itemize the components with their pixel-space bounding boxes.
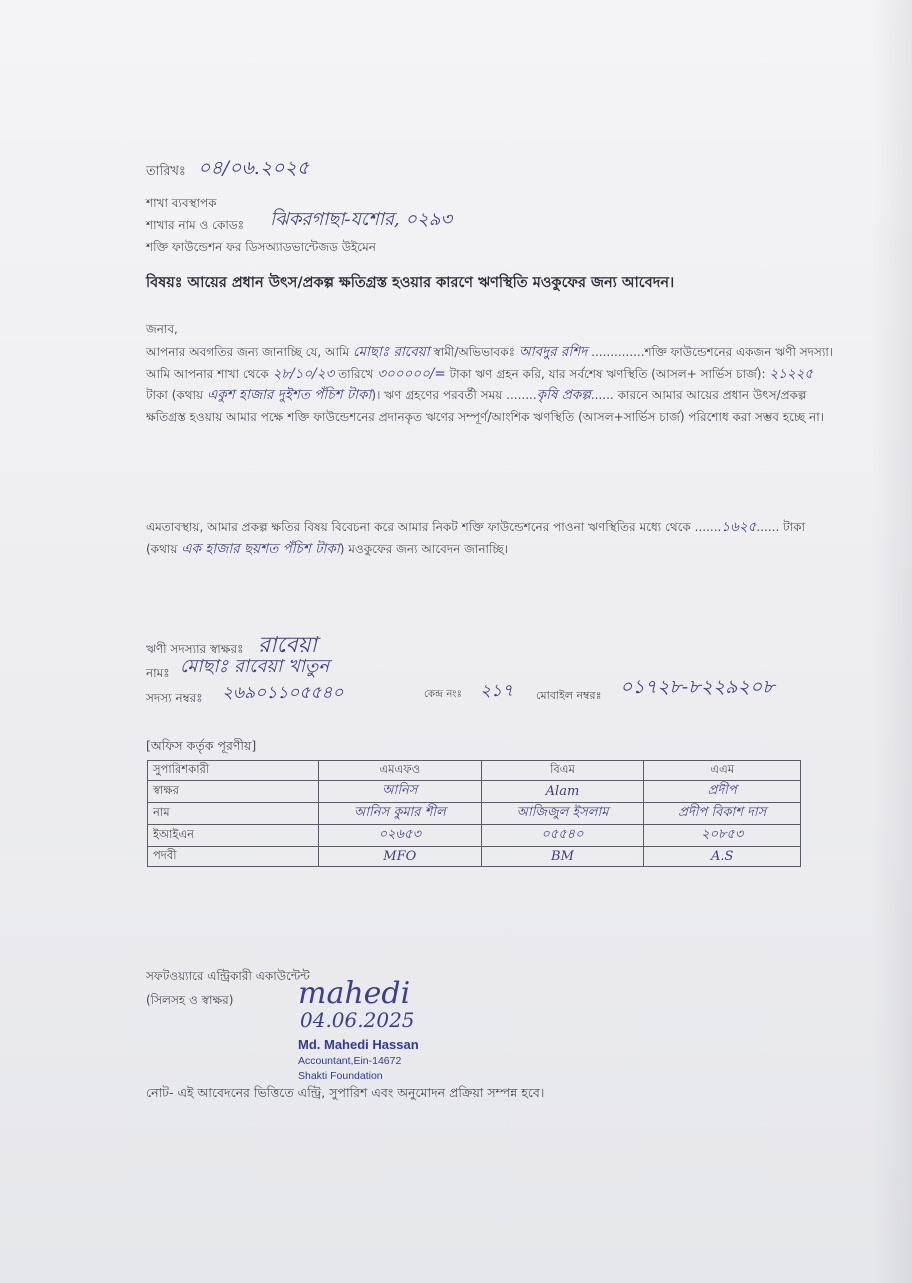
date-value: ০৪/০৬.২০২৫ bbox=[198, 157, 310, 179]
table-row bbox=[148, 825, 801, 847]
accountant-signature-date: 04.06.2025 bbox=[300, 1008, 415, 1032]
member-signature: রাবেয়া bbox=[258, 633, 317, 658]
row-label: পদবী bbox=[148, 847, 319, 867]
member-id: ২৬৯০১১০৫৫৪০ bbox=[222, 683, 344, 703]
guardian-name-fill: আবদুর রশিদ bbox=[518, 344, 588, 360]
accountant-seal-label: (সিলসহ ও স্বাক্ষর) bbox=[146, 993, 234, 1007]
table-cell: আনিস bbox=[319, 781, 482, 803]
body-text: আপনার অবগতির জন্য জানাচ্ছি যে, আমি bbox=[146, 345, 350, 359]
branch-value: ঝিকরগাছা-যশোর, ০২৯৩ bbox=[270, 209, 453, 230]
row-label: স্বাক্ষর bbox=[148, 781, 319, 803]
body-text: কারনে আমার আয়ের প্রধান উৎস/প্রকল্প ক্ষতিগ্রস্ত হওয়ায় আমার পক্ষে শক্তি ফাউন্ডেশনের প্রদানকৃত ঋণের সম্পূর্ণ/আংশিক ঋণস্থিতি (আসল+সার্ভিস চার্জ) পরিশোধ করা সম্ভব হচ্ছে না। bbox=[146, 388, 824, 424]
table-cell: প্রদীপ bbox=[644, 781, 801, 803]
subject-line: বিষয়ঃ আয়ের প্রধান উৎস/প্রকল্প ক্ষতিগ্রস্ত হওয়ার কারণে ঋণস্থিতি মওকুফের জন্য আবেদন। bbox=[146, 275, 675, 291]
body-paragraph-1: আপনার অবগতির জন্য জানাচ্ছি যে, আমি মোছাঃ রাবেয়া স্বামী/অভিভাবকঃ আবদুর রশিদ ..............শক্তি ফাউন্ডেশনের একজন ঋণী সদস্যা। আমি আপনার শাখা থেকে ২৮/১০/২৩ তারিখে ৩০০০০০/= টাকা ঋণ গ্রহন করি, যার সর্বশেষ ঋণস্থিতি (আসল+ সার্ভিস চার্জ): ২১২২৫ টাকা (কথায় একুশ হাজার দুইশত পঁচিশ টাকা)। ঋণ গ্রহণের পরবর্তী সময় ........কৃষি প্রকল্প...... কারনে আমার আয়ের প্রধান উৎস/প্রকল্প ক্ষতিগ্রস্ত হওয়ায় আমার পক্ষে শক্তি ফাউন্ডেশনের প্রদানকৃত ঋণের সম্পূর্ণ/আংশিক ঋণস্থিতি (আসল+সার্ভিস চার্জ) পরিশোধ করা সম্ভব হচ্ছে না। bbox=[146, 344, 834, 424]
table-row bbox=[148, 803, 801, 825]
table-row bbox=[148, 781, 801, 803]
table-header: এমএফও bbox=[319, 761, 482, 781]
mobile-number: ০১৭২৮-৮২২৯২০৮ bbox=[620, 676, 775, 698]
body-text: এমতাবস্থায়, আমার প্রকল্প ক্ষতির বিষয় বিবেচনা করে আমার নিকট শক্তি ফাউন্ডেশনের পাওনা ঋণস্থিতির মধ্যে থেকে bbox=[146, 520, 691, 534]
addressee-line: শাখা ব্যবস্থাপক bbox=[146, 196, 217, 210]
date-label: তারিখঃ bbox=[146, 164, 186, 179]
office-table bbox=[147, 760, 801, 867]
balance-fill: ২১২২৫ bbox=[769, 365, 814, 382]
stamp-name: Md. Mahedi Hassan bbox=[298, 1037, 419, 1052]
body-text: টাকা (কথায় bbox=[146, 388, 204, 402]
page-edge-shadow bbox=[872, 0, 912, 1283]
body-text: ) মওকুফের জন্য আবেদন জানাচ্ছি। bbox=[339, 541, 509, 556]
member-name-label: নামঃ bbox=[146, 666, 170, 680]
table-header: সুপারিশকারী bbox=[148, 761, 319, 781]
table-header: বিএম bbox=[481, 761, 644, 781]
stamp-organization: Shakti Foundation bbox=[298, 1070, 383, 1082]
member-name: মোছাঃ রাবেয়া খাতুন bbox=[180, 656, 330, 677]
table-cell: Alam bbox=[481, 781, 644, 803]
salutation: জনাব, bbox=[146, 322, 178, 336]
body-text: টাকা (কথায় bbox=[146, 520, 806, 556]
body-paragraph-2: এমতাবস্থায়, আমার প্রকল্প ক্ষতির বিষয় বিবেচনা করে আমার নিকট শক্তি ফাউন্ডেশনের পাওনা ঋণস্থিতির মধ্যে থেকে .......১৬২৫...... টাকা (কথায় এক হাজার ছয়শত পঁচিশ টাকা) মওকুফের জন্য আবেদন জানাচ্ছি। bbox=[146, 519, 806, 557]
member-id-label: সদস্য নম্বরঃ bbox=[146, 691, 203, 705]
member-signature-label: ঋণী সদস্যার স্বাক্ষরঃ bbox=[146, 642, 244, 656]
table-header: এএম bbox=[644, 761, 801, 781]
office-caption: [অফিস কর্তৃক পূরণীয়] bbox=[146, 738, 257, 753]
table-cell: আনিস কুমার শীল bbox=[319, 803, 482, 825]
table-cell: প্রদীপ বিকাশ দাস bbox=[644, 803, 801, 825]
table-cell: আজিজুল ইসলাম bbox=[481, 803, 644, 825]
stamp-role: Accountant,Ein-14672 bbox=[298, 1055, 402, 1067]
row-label: নাম bbox=[148, 803, 319, 825]
table-cell: MFO bbox=[319, 847, 482, 867]
body-text: শক্তি ফাউন্ডেশনের একজন ঋণী সদস্যা। আমি আপনার শাখা থেকে bbox=[146, 345, 834, 381]
organization-line: শক্তি ফাউন্ডেশন ফর ডিসঅ্যাডভান্টেজড উইমেন bbox=[146, 240, 376, 254]
project-fill: কৃষি প্রকল্প bbox=[536, 387, 591, 403]
body-text: )। ঋণ গ্রহণের পরবর্তী সময় bbox=[371, 388, 503, 402]
body-text: তারিখে bbox=[338, 366, 374, 381]
footer-note: নোট- এই আবেদনের ভিত্তিতে এন্ট্রি, সুপারিশ এবং অনুমোদন প্রক্রিয়া সম্পন্ন হবে। bbox=[146, 1085, 545, 1100]
table-cell: A.S bbox=[644, 847, 801, 867]
mobile-label: মোবাইল নম্বরঃ bbox=[536, 689, 602, 702]
body-text: স্বামী/অভিভাবকঃ bbox=[433, 345, 516, 359]
table-cell: ০৫৫৪০ bbox=[481, 825, 644, 847]
branch-label: শাখার নাম ও কোডঃ bbox=[146, 218, 245, 232]
accountant-label: সফটওয়্যারে এন্ট্রিকারী একাউন্টেন্ট bbox=[146, 969, 310, 983]
loan-date-fill: ২৮/১০/২৩ bbox=[272, 365, 335, 382]
center-number: ২১৭ bbox=[480, 681, 514, 701]
waive-words-fill: এক হাজার ছয়শত পঁচিশ টাকা bbox=[181, 540, 340, 557]
row-label: ইআইএন bbox=[148, 825, 319, 847]
waive-amount-fill: ১৬২৫ bbox=[721, 519, 757, 535]
table-cell: ২০৮৫৩ bbox=[644, 825, 801, 847]
balance-words-fill: একুশ হাজার দুইশত পঁচিশ টাকা bbox=[206, 387, 372, 403]
loan-amount-fill: ৩০০০০০/= bbox=[377, 365, 446, 382]
center-label: কেন্দ্র নংঃ bbox=[424, 689, 462, 700]
accountant-signature: mahedi bbox=[298, 976, 411, 1011]
table-cell: BM bbox=[481, 847, 644, 867]
table-row bbox=[148, 847, 801, 867]
body-text: টাকা ঋণ গ্রহন করি, যার সর্বশেষ ঋণস্থিতি (আসল+ সার্ভিস চার্জ): bbox=[449, 366, 766, 381]
member-name-fill: মোছাঃ রাবেয়া bbox=[352, 344, 430, 360]
table-cell: ০২৬৫৩ bbox=[319, 825, 482, 847]
table-row bbox=[148, 761, 801, 781]
